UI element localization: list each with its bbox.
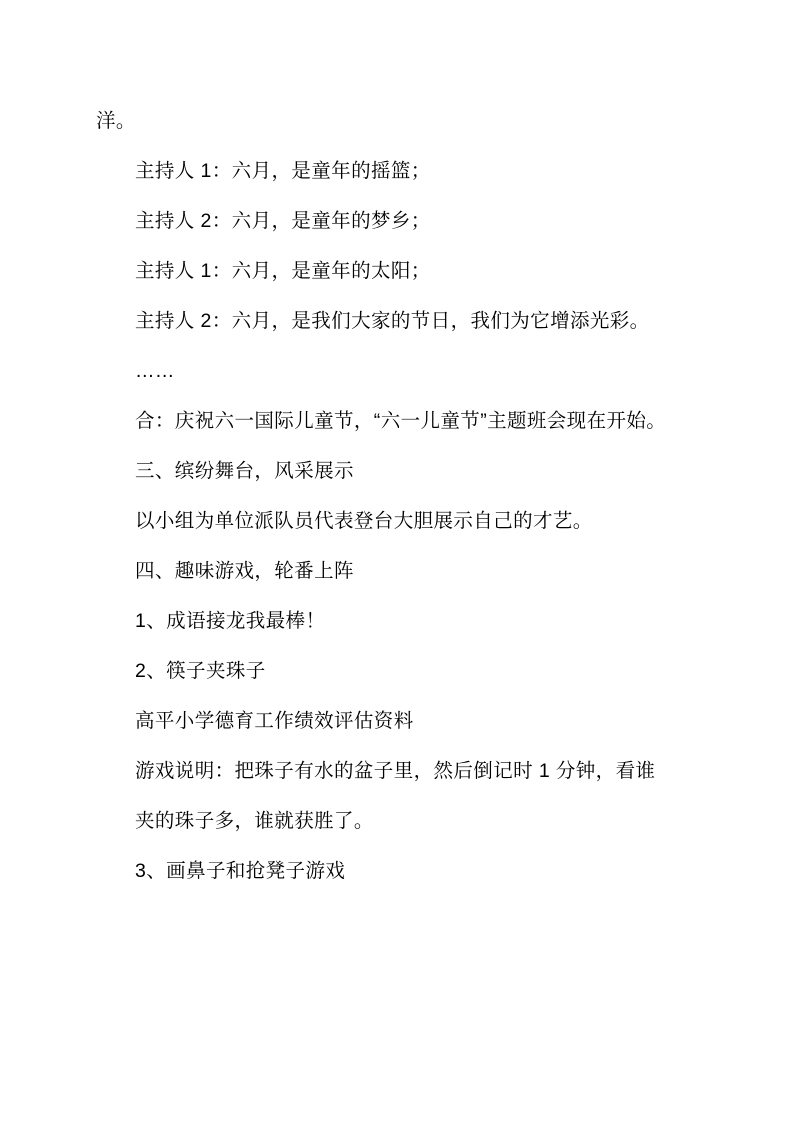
paragraph: 以小组为单位派队员代表登台大胆展示自己的才艺。 (135, 510, 593, 532)
paragraph: 主持人 1：六月，是童年的太阳； (135, 260, 431, 282)
paragraph: 主持人 2：六月，是我们大家的节日，我们为它增添光彩。 (135, 310, 650, 332)
paragraph: 游戏说明：把珠子有水的盆子里，然后倒记时 1 分钟，看谁 (135, 760, 656, 782)
paragraph: 2、筷子夹珠子 (135, 660, 266, 682)
paragraph: …… (135, 360, 175, 382)
paragraph: 合：庆祝六一国际儿童节，“六一儿童节”主题班会现在开始。 (135, 410, 667, 432)
paragraph: 3、画鼻子和抢凳子游戏 (135, 860, 346, 882)
paragraph: 四、趣味游戏，轮番上阵 (135, 560, 354, 582)
paragraph: 三、缤纷舞台，风采展示 (135, 460, 354, 482)
paragraph: 夹的珠子多，谁就获胜了。 (135, 810, 374, 832)
paragraph: 高平小学德育工作绩效评估资料 (135, 710, 414, 732)
paragraph: 洋。 (96, 110, 136, 132)
paragraph: 1、成语接龙我最棒！ (135, 610, 326, 632)
document-body (96, 96, 697, 896)
paragraph: 主持人 2：六月，是童年的梦乡； (135, 210, 431, 232)
paragraph: 主持人 1：六月，是童年的摇篮； (135, 160, 431, 182)
